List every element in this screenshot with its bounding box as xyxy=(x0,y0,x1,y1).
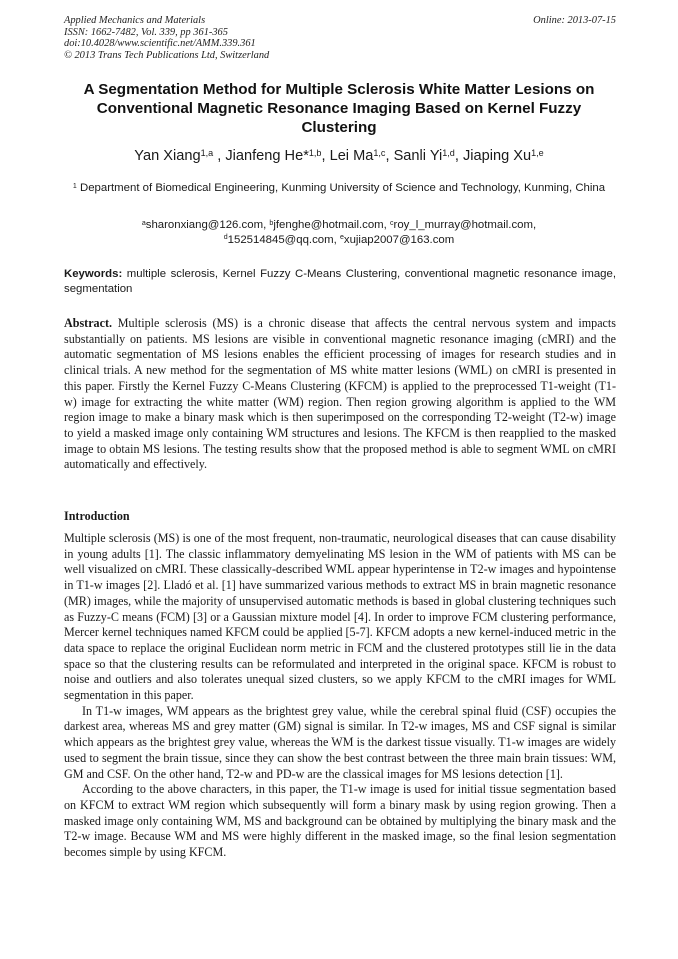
keywords xyxy=(64,267,616,296)
email-list: $^a$sharonxiang@126.com, $^b$jfenghe@hotmail.com, $^c$roy_l_murray@hotmail.com, $^d$152514845@qq.com, $^e$xujiap2007@163.com xyxy=(141,219,537,246)
author: Jiaping Xu$^{1,e}$ xyxy=(462,147,544,164)
email-address[interactable]: $^c$roy_l_murray@hotmail.com xyxy=(390,219,533,231)
affiliation: $^1$ Department of Biomedical Engineering, Kunming University of Science and Technology, Kunming, China xyxy=(72,182,606,194)
paragraph: Multiple sclerosis (MS) is one of the most frequent, non-traumatic, neurological diseases that can cause disability in young adults [1]. The classic inflammatory demyelinating MS lesion in the WM of patients with MS can be well visualized on cMRI. These classically-described WML appear hyperintense in T2-w images and hypointense in T1-w images [2]. Lladó et al. [1] have summarized various methods to extract MS in brain magnetic resonance (MR) images, while the majority of unsupervised automatic methods is based in global clustering techniques such as Fuzzy-C means (FCM) [3] or a Gaussian mixture model [4]. In order to improve FCM clustering performance, Mercer kernel techniques named KFCM could be applied [5-7]. KFCM adopts a new kernel-induced metric in the data space to replace the original Euclidean norm metric in FCM and the clustered prototypes still lie in the data space so that the clustering results can be reformulated and interpreted in the original space. KFCM is robust to noise and outliers and also tolerates unequal sized clusters, so we apply KFCM to the cMRI images for WML segmentation in this paper. xyxy=(64,531,616,703)
doi-line: doi:10.4028/www.scientific.net/AMM.339.361 xyxy=(64,38,256,50)
keywords-label: Keywords: xyxy=(64,268,123,280)
keywords-text: multiple sclerosis, Kernel Fuzzy C-Means Clustering, conventional magnetic resonance image, segmentation xyxy=(64,268,616,295)
online-date: Online: 2013-07-15 xyxy=(533,15,616,26)
paragraph: In T1-w images, WM appears as the brightest grey value, while the cerebral spinal fluid (CSF) occupies the darkest area, whereas MS and grey matter (GM) signal is similar. In T2-w images, MS and CSF signal is similar which appears as the brightest grey value, whereas the WM is the darkest tissue visually. T1-w images are widely used to segment the brain tissue, since they can show the best contrast between the three main brain tissues: WM, GM and CSF. On the other hand, T2-w and PD-w are the classical images for MS lesions detection [1]. xyxy=(64,703,616,781)
abstract-label: Abstract. xyxy=(64,316,113,330)
abstract-text: Multiple sclerosis (MS) is a chronic disease that affects the central nervous system and impacts substantially on patients. MS lesions are visible in conventional magnetic resonance imaging (cMRI) and the automatic segmentation of MS lesions enables the efficient processing of images for research studies and in clinical trials. A new method for the segmentation of MS white matter lesions (WML) on cMRI is presented in this paper. Firstly the Kernel Fuzzy C-Means Clustering (KFCM) is applied to the preprocessed T1-weight (T1-w) image for extracting the white matter (WM) region. Then region growing algorithm is applied to the WM region image to make a binary mask which is then superimposed on the corresponding T2-weight (T2-w) image to yield a masked image only containing WM structures and lesions. The KFCM is then reapplied to the masked image to obtain MS lesions. The testing results show that the proposed method is able to segment WML on cMRI automatically and effectively. xyxy=(64,316,616,472)
introduction-body xyxy=(64,531,616,861)
issn-line: ISSN: 1662-7482, Vol. 339, pp 361-365 xyxy=(64,26,228,38)
copyright-line: © 2013 Trans Tech Publications Ltd, Switzerland xyxy=(64,49,270,61)
email-address[interactable]: $^b$jfenghe@hotmail.com xyxy=(269,219,384,231)
author: Lei Ma$^{1,c}$, xyxy=(329,147,394,164)
author: Sanli Yi$^{1,d}$, xyxy=(393,147,463,164)
author-list xyxy=(62,147,616,165)
abstract xyxy=(64,316,616,473)
email-address[interactable]: $^e$xujiap2007@163.com xyxy=(339,233,455,246)
email-address[interactable]: $^a$sharonxiang@126.com xyxy=(141,219,264,231)
email-address[interactable]: $^d$152514845@qq.com xyxy=(223,233,334,246)
paper-title: A Segmentation Method for Multiple Sclerosis White Matter Lesions on Conventional Magnetic Resonance Imaging Based on Kernel Fuzzy Clustering xyxy=(83,81,595,137)
section-heading-introduction: Introduction xyxy=(64,509,130,523)
paragraph: According to the above characters, in this paper, the T1-w image is used for initial tissue segmentation based on KFCM to extract WM region which subsequently will form a binary mask by using region growing. Then a masked image only containing WM, MS and background can be obtained by multiplying the binary mask and the T2-w image. Because WM and MS were highly different in the masked image, so the final lesion segmentation becomes simple by using KFCM. xyxy=(64,782,616,860)
journal-name: Applied Mechanics and Materials xyxy=(64,15,206,26)
author: Yan Xiang$^{1,a}$ , xyxy=(134,147,226,164)
author: Jianfeng He*$^{1,b}$, xyxy=(225,147,330,164)
journal-header xyxy=(64,15,616,61)
